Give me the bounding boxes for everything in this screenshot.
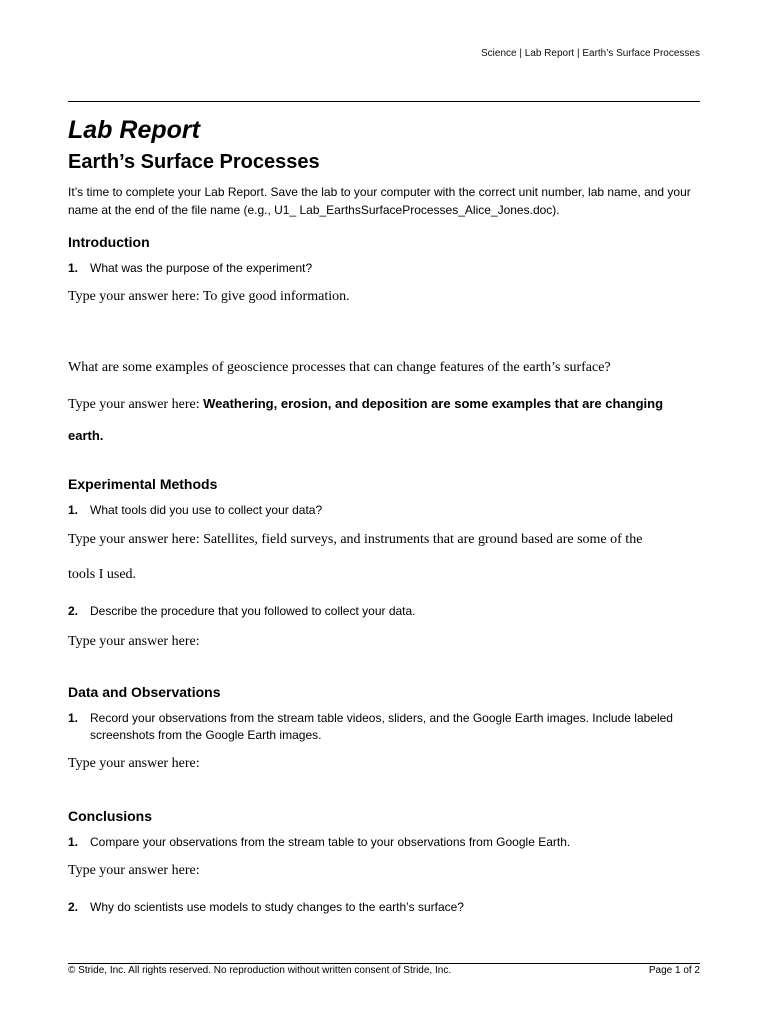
answer-introduction-2[interactable] (68, 396, 700, 413)
question-data-1 (68, 710, 700, 744)
question-introduction-1 (68, 260, 700, 277)
document-subtitle: Earth’s Surface Processes (68, 151, 320, 173)
question-number: 1. (68, 261, 79, 275)
section-heading-data-observations: Data and Observations (68, 684, 221, 700)
question-number: 1. (68, 503, 79, 517)
answer-value-continued[interactable]: earth. (68, 428, 104, 443)
question-conclusions-2 (68, 899, 700, 916)
question-text: Describe the procedure that you followed to collect your data. (90, 604, 416, 618)
instructions-paragraph: It’s time to complete your Lab Report. Save the lab to your computer with the correct unit number, lab name, and your name at the end of the file name (e.g., U1_ Lab_EarthsSurfaceProcesses_Alice_Jones.doc). (68, 185, 691, 217)
answer-methods-1[interactable]: Type your answer here: Satellites, field surveys, and instruments that are ground based are some of the (68, 532, 643, 547)
answer-methods-1-continued[interactable]: tools I used. (68, 567, 137, 582)
answer-value[interactable]: To give good information. (202, 289, 350, 304)
answer-methods-2[interactable]: Type your answer here: (68, 634, 200, 649)
question-text: Record your observations from the stream table videos, sliders, and the Google Earth images. Include labeled screenshots from the Google Earth images. (90, 711, 673, 742)
question-text: Compare your observations from the stream table to your observations from Google Earth. (90, 835, 571, 849)
answer-conclusions-1[interactable]: Type your answer here: (68, 863, 200, 878)
section-heading-introduction: Introduction (68, 234, 150, 250)
answer-introduction-2-continued[interactable] (68, 428, 700, 445)
question-introduction-2: What are some examples of geoscience processes that can change features of the earth’s surface? (68, 360, 611, 375)
footer-page-number: Page 1 of 2 (648, 965, 700, 976)
document-page (68, 0, 700, 1024)
section-heading-conclusions: Conclusions (68, 808, 153, 824)
answer-prefix: Type your answer here: (68, 289, 200, 304)
question-number: 2. (68, 604, 79, 618)
footer-copyright: © Stride, Inc. All rights reserved. No reproduction without written consent of Stride, Inc. (68, 965, 452, 976)
question-number: 1. (68, 835, 79, 849)
footer-rule (68, 963, 700, 964)
header-rule (68, 101, 700, 102)
question-methods-2 (68, 603, 700, 620)
answer-value[interactable]: Weathering, erosion, and deposition are some examples that are changing (203, 396, 664, 411)
running-header: Science | Lab Report | Earth’s Surface Processes (480, 48, 700, 59)
answer-data-1[interactable]: Type your answer here: (68, 756, 200, 771)
answer-prefix: Type your answer here: (68, 397, 200, 412)
question-text: What was the purpose of the experiment? (90, 261, 313, 275)
document-title: Lab Report (68, 116, 200, 144)
question-text: Why do scientists use models to study changes to the earth’s surface? (90, 900, 464, 914)
question-text: What tools did you use to collect your data? (90, 503, 323, 517)
question-number: 2. (68, 900, 79, 914)
question-methods-1 (68, 502, 700, 519)
question-conclusions-1 (68, 834, 700, 851)
question-number: 1. (68, 711, 79, 725)
answer-introduction-1[interactable] (68, 289, 700, 305)
section-heading-methods: Experimental Methods (68, 476, 218, 492)
